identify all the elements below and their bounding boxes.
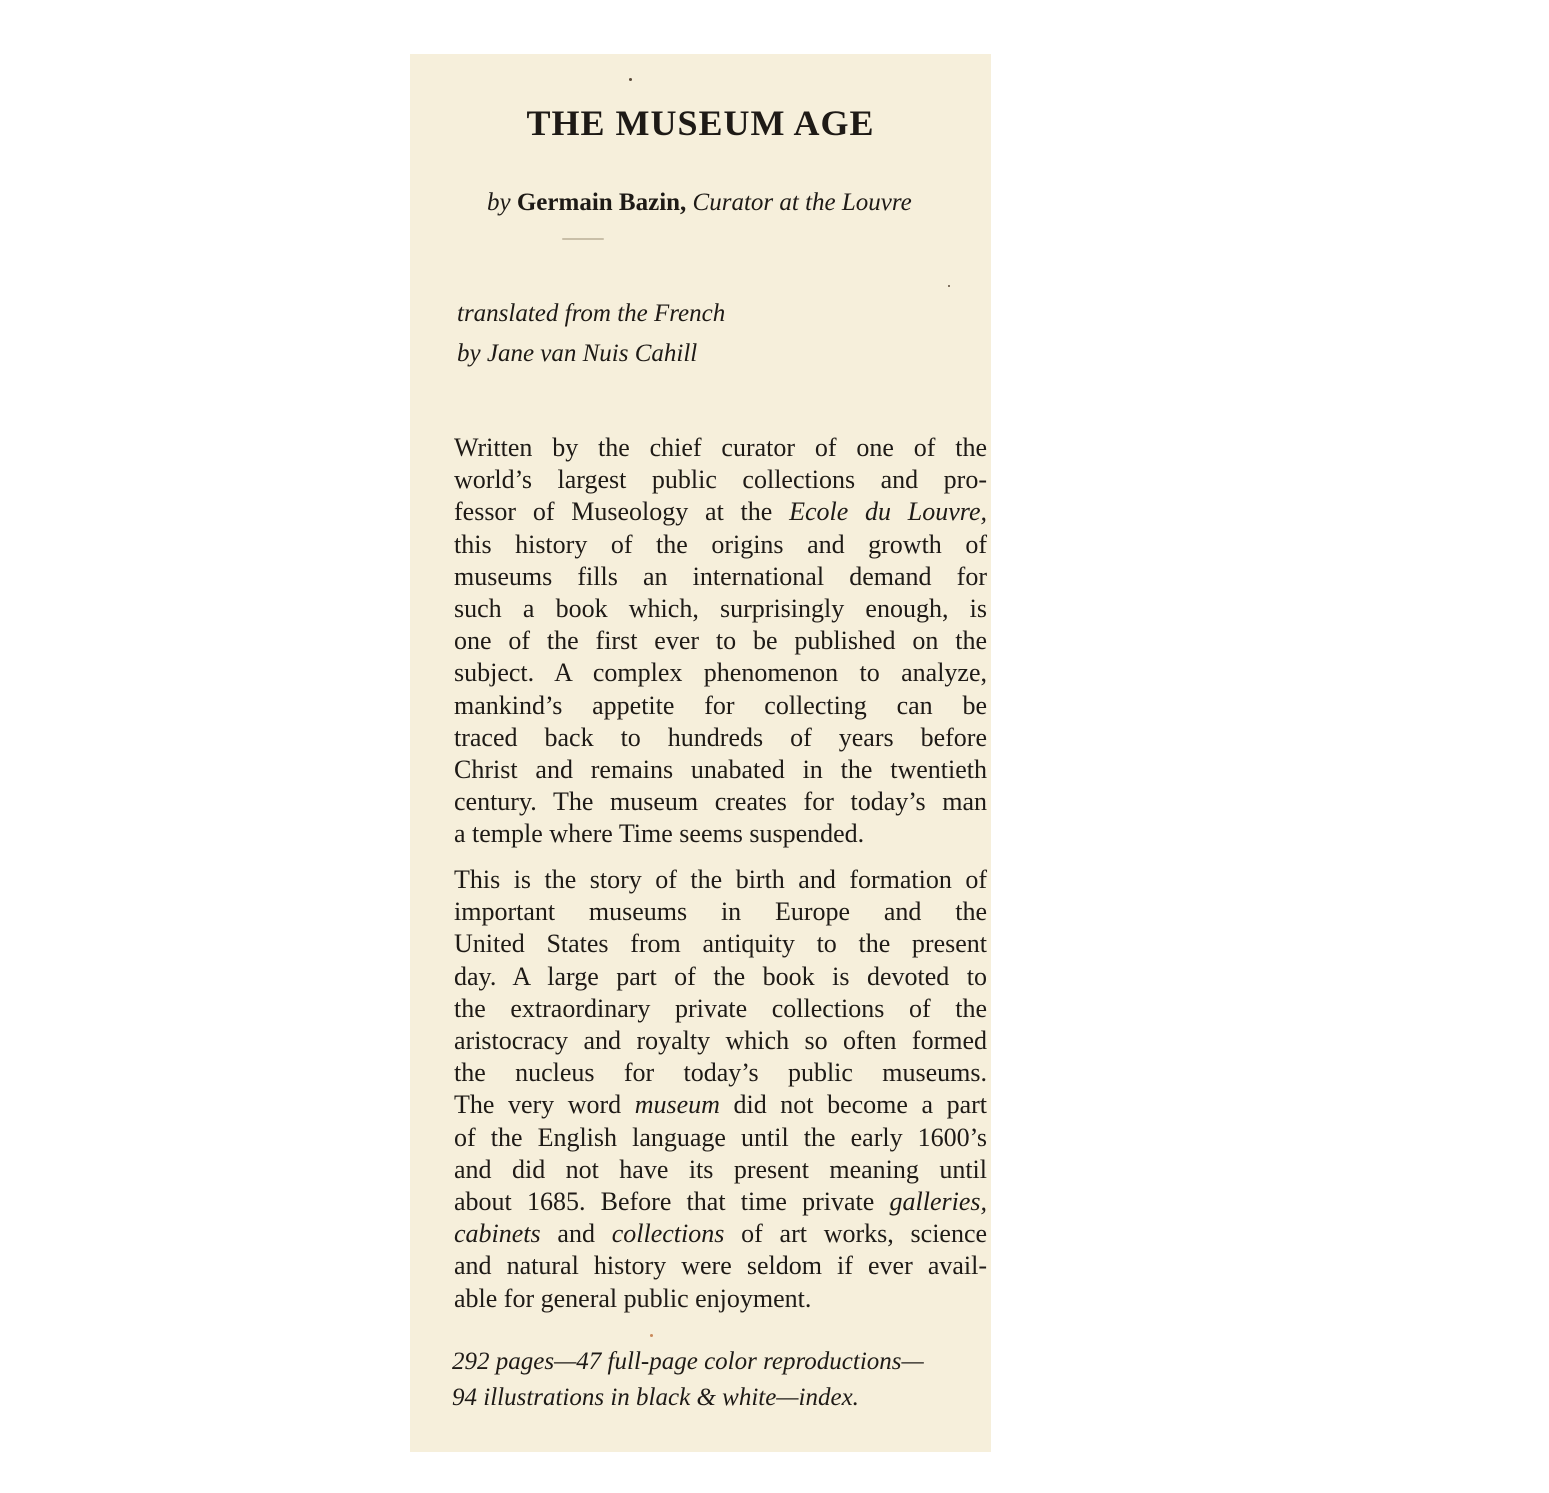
book-jacket-flap xyxy=(410,54,991,1452)
text-segment: about 1685. Before that time private xyxy=(454,1187,875,1217)
print-speck xyxy=(629,78,632,81)
text-line: day. A large part of the book is devoted to xyxy=(454,961,987,991)
text-line: of the English language until the early 1600’s xyxy=(454,1122,987,1152)
text-line: the nucleus for today’s public museums. xyxy=(454,1058,987,1088)
book-specs xyxy=(452,1344,924,1416)
text-line: and did not have its present meaning until xyxy=(454,1154,987,1184)
text-line xyxy=(454,1089,987,1121)
text-line: mankind’s appetite for collecting can be xyxy=(454,690,987,720)
text-line xyxy=(454,1186,987,1218)
byline xyxy=(487,189,912,217)
ornament-dash xyxy=(562,238,604,240)
description-paragraph-2 xyxy=(454,864,987,1315)
italic-segment: galleries, xyxy=(889,1187,987,1217)
text-line: and natural history were seldom if ever avail- xyxy=(454,1251,987,1281)
text-line: important museums in Europe and the xyxy=(454,897,987,927)
text-segment: did not become a part xyxy=(733,1090,987,1120)
translation-line-2: by Jane van Nuis Cahill xyxy=(457,340,698,367)
specs-line-2: 94 illustrations in black & white—index. xyxy=(452,1384,859,1411)
text-line xyxy=(454,496,987,528)
text-line: century. The museum creates for today’s man xyxy=(454,787,987,817)
text-line: aristocracy and royalty which so often formed xyxy=(454,1026,987,1056)
print-speck xyxy=(948,285,950,287)
text-line: Written by the chief curator of one of the xyxy=(454,433,987,462)
text-line: one of the first ever to be published on the xyxy=(454,626,987,656)
italic-segment: Ecole du Louvre, xyxy=(789,497,987,527)
italic-segment: museum xyxy=(634,1090,720,1120)
text-line: traced back to hundreds of years before xyxy=(454,722,987,752)
text-line: Christ and remains unabated in the twentieth xyxy=(454,755,987,785)
text-line: able for general public enjoyment. xyxy=(454,1283,812,1313)
text-segment: The very word xyxy=(454,1090,622,1120)
text-line: subject. A complex phenomenon to analyze, xyxy=(454,658,987,688)
text-line: the extraordinary private collections of the xyxy=(454,993,987,1023)
text-line: this history of the origins and growth of xyxy=(454,529,987,559)
translation-credit xyxy=(457,294,725,374)
specs-line-1: 292 pages—47 full-page color reproductions— xyxy=(452,1348,924,1375)
text-segment: and xyxy=(557,1219,595,1249)
description-paragraph-1 xyxy=(454,432,987,851)
italic-segment: collections xyxy=(611,1219,725,1249)
print-speck xyxy=(650,1334,653,1337)
text-segment: fessor of Museology at the xyxy=(454,497,773,527)
translation-line-1: translated from the French xyxy=(457,300,726,327)
text-line: a temple where Time seems suspended. xyxy=(454,819,865,849)
author-role: Curator at the Louvre xyxy=(692,189,912,216)
text-line: United States from antiquity to the present xyxy=(454,929,987,959)
byline-by: by xyxy=(487,189,511,216)
text-line: museums fills an international demand for xyxy=(454,561,987,591)
book-title: THE MUSEUM AGE xyxy=(526,103,875,143)
text-line: world’s largest public collections and pro- xyxy=(454,465,987,495)
text-line: This is the story of the birth and formation of xyxy=(454,865,987,894)
italic-segment: cabinets xyxy=(454,1219,541,1249)
text-segment: of art works, science xyxy=(741,1219,988,1249)
text-line: such a book which, surprisingly enough, is xyxy=(454,594,987,624)
text-line xyxy=(454,1218,987,1250)
author-name: Germain Bazin, xyxy=(516,189,687,216)
